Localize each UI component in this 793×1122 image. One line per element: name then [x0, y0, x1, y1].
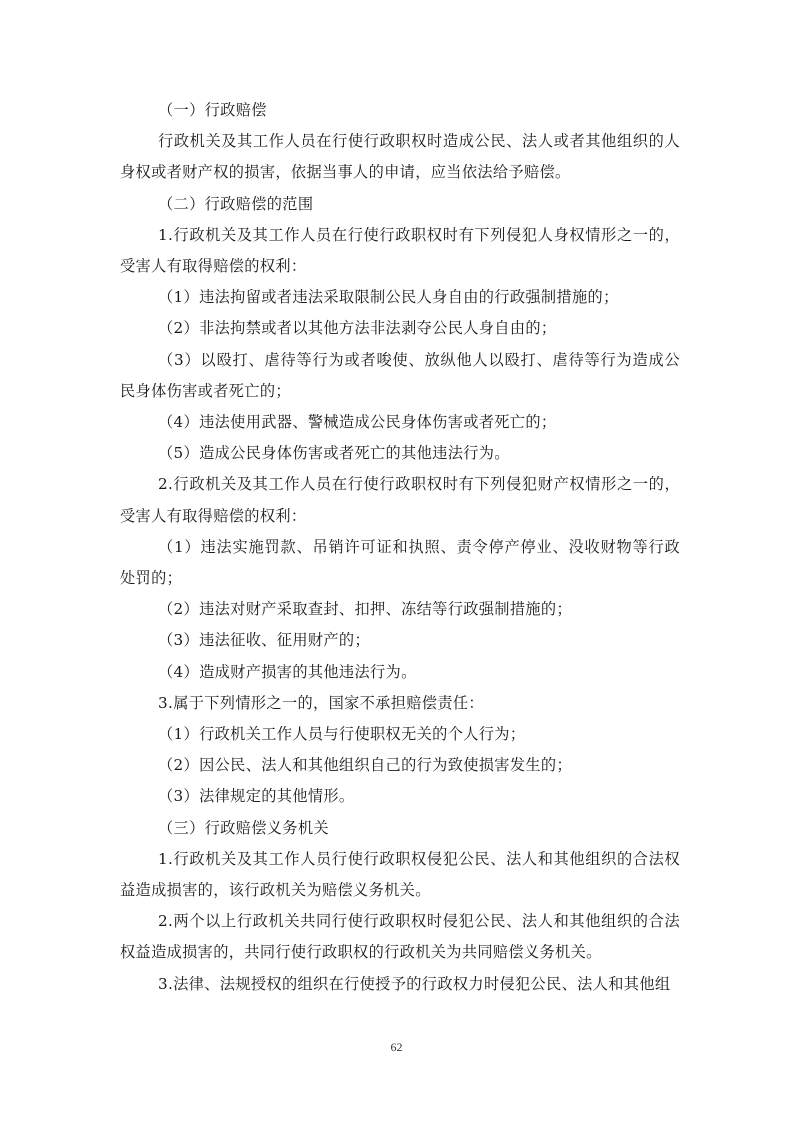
page-number: 62	[390, 1040, 403, 1054]
list-item: （3）以殴打、虐待等行为或者唆使、放纵他人以殴打、虐待等行为造成公民身体伤害或者死亡的；	[120, 350, 680, 400]
list-item: （2）非法拘禁或者以其他方法非法剥夺公民人身自由的；	[158, 319, 557, 338]
list-item: （1）违法拘留或者违法采取限制公民人身自由的行政强制措施的；	[158, 288, 619, 307]
paragraph: 2.行政机关及其工作人员在行使行政职权时有下列侵犯财产权情形之一的，受害人有取得赔偿的权利：	[120, 475, 680, 525]
paragraph: 3.法律、法规授权的组织在行使授予的行政权力时侵犯公民、法人和其他组	[158, 974, 671, 993]
list-item: （2）违法对财产采取查封、扣押、冻结等行政强制措施的；	[158, 600, 572, 619]
paragraph: 1.行政机关及其工作人员行使行政职权侵犯公民、法人和其他组织的合法权益造成损害的，该行政机关为赔偿义务机关。	[120, 849, 680, 900]
paragraph: 2.两个以上行政机关共同行使行政职权时侵犯公民、法人和其他组织的合法权益造成损害的，共同行使行政职权的行政机关为共同赔偿义务机关。	[120, 912, 680, 962]
list-item: （1）行政机关工作人员与行使职权无关的个人行为；	[158, 725, 526, 744]
paragraph: 行政机关及其工作人员在行使行政职权时造成公民、法人或者其他组织的人身权或者财产权的损害，依据当事人的申请，应当依法给予赔偿。	[120, 132, 680, 182]
section-heading-1: （一）行政赔偿	[158, 101, 267, 119]
list-item: （4）造成财产损害的其他违法行为。	[158, 662, 417, 681]
list-item: （3）违法征收、征用财产的；	[158, 631, 371, 650]
list-item: （1）违法实施罚款、吊销许可证和执照、责令停产停业、没收财物等行政处罚的；	[120, 537, 680, 588]
section-heading-2: （二）行政赔偿的范围	[158, 194, 314, 213]
list-item: （4）违法使用武器、警械造成公民身体伤害或者死亡的；	[158, 413, 557, 432]
list-item: （2）因公民、法人和其他组织自己的行为致使损害发生的；	[158, 756, 572, 775]
body-text	[120, 95, 680, 1000]
paragraph: 3.属于下列情形之一的，国家不承担赔偿责任：	[158, 693, 484, 712]
list-item: （3）法律规定的其他情形。	[158, 787, 355, 806]
paragraph: 1.行政机关及其工作人员在行使行政职权时有下列侵犯人身权情形之一的，受害人有取得赔偿的权利：	[120, 225, 680, 276]
list-item: （5）造成公民身体伤害或者死亡的其他违法行为。	[158, 444, 510, 463]
section-heading-3: （三）行政赔偿义务机关	[158, 818, 329, 837]
